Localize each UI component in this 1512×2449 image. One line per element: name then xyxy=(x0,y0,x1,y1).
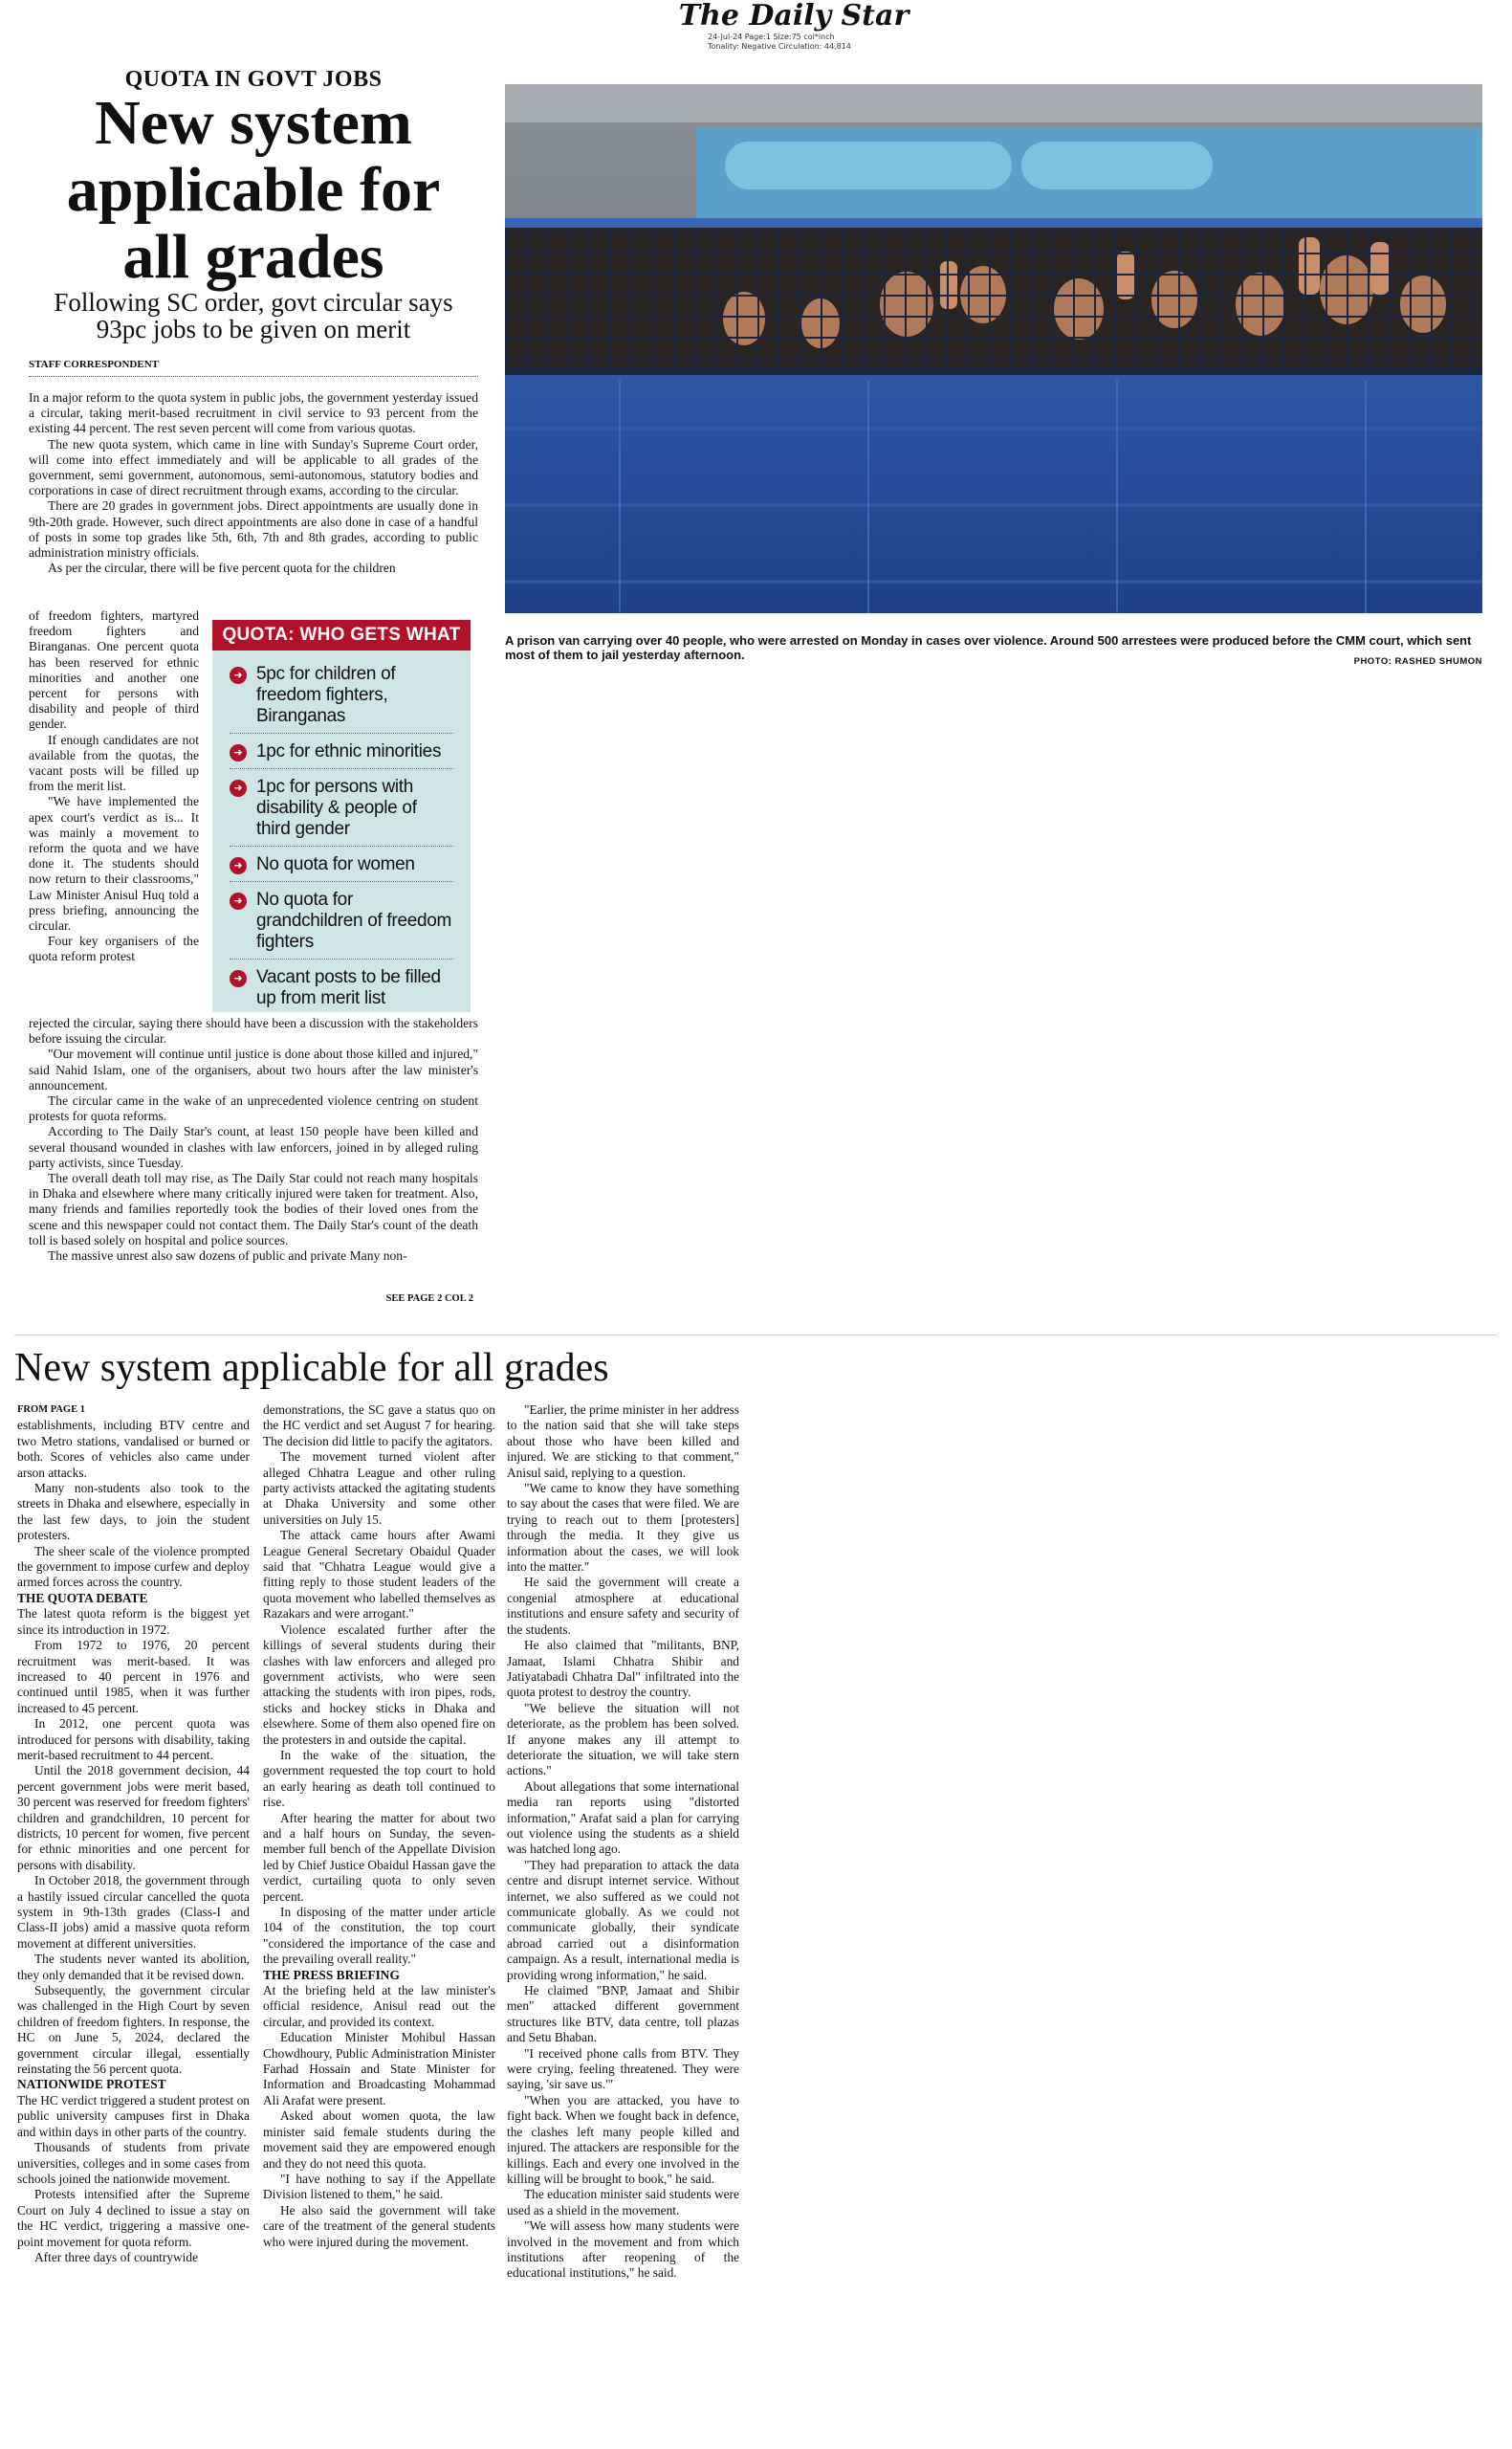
story-paragraph: If enough candidates are not available from the quotas, the vacant posts will be filled up from the merit list. xyxy=(29,732,199,794)
story-paragraph: rejected the circular, saying there should have been a discussion with the stakeholders before issuing the circular. xyxy=(29,1016,478,1047)
clip-meta-line-1: 24-Jul-24 Page:1 Size:75 col*inch xyxy=(708,33,835,41)
story-paragraph: As per the circular, there will be five percent quota for the children xyxy=(48,561,396,576)
article-paragraph: After hearing the matter for about two and a half hours on Sunday, the seven-member full bench of the Appellate Division led by Chief Justice Obaidul Hassan gave the verdict, curtailing quota to only seven percent. xyxy=(263,1810,495,1904)
article-paragraph: In the wake of the situation, the government requested the top court to hold an early hearing as death toll continued to rise. xyxy=(263,1747,495,1810)
arrow-bullet-icon: ➜ xyxy=(230,893,247,910)
story-deck: Following SC order, govt circular says 93pc jobs to be given on merit xyxy=(54,288,453,343)
article-paragraph: Asked about women quota, the law minister said female students during the movement said they are empowered enough and they do not need this quota. xyxy=(263,2108,495,2171)
article-paragraph: Many non-students also took to the streets in Dhaka and elsewhere, especially in the last few days, to join the student protesters. xyxy=(17,1481,250,1543)
article-paragraph: "We believe the situation will not deteriorate, as the problem has been solved. If anyone makes any ill attempt to deteriorate the situation, we will take stern actions." xyxy=(507,1700,739,1778)
story-paragraph: of freedom fighters, martyred freedom fighters and Biranganas. One percent quota has been reserved for ethnic minorities and another one percent for persons with disability and people of third gender. xyxy=(29,608,199,732)
article-paragraph: Until the 2018 government decision, 44 percent government jobs were merit based, 30 percent was reserved for freedom fighters' children and grandchildren, 10 percent for districts, 10 percent for women, five percent for ethnic minorities and one percent for persons with disability. xyxy=(17,1763,250,1872)
story-kicker: QUOTA IN GOVT JOBS xyxy=(124,67,383,92)
arrow-bullet-icon: ➜ xyxy=(230,970,247,987)
article-paragraph: He also said the government will take care of the treatment of the general students who were injured during the movement. xyxy=(263,2202,495,2249)
article-paragraph: Education Minister Mohibul Hassan Chowdhoury, Public Administration Minister Farhad Hossain and State Minister for Information and Broadcasting Mohammad Ali Arafat were present. xyxy=(263,2030,495,2107)
article-paragraph: He said the government will create a congenial atmosphere at educational institutions and ensure safety and security of the students. xyxy=(507,1575,739,1637)
arrow-bullet-icon: ➜ xyxy=(230,857,247,874)
jump-headline: New system applicable for all grades xyxy=(14,1346,609,1390)
article-paragraph: At the briefing held at the law minister's official residence, Anisul read out the circular, and provided its context. xyxy=(263,1983,495,2029)
article-paragraph: Thousands of students from private universities, colleges and in some cases from schools joined the nationwide movement. xyxy=(17,2140,250,2186)
infobox-item-text: 1pc for persons with disability & people of third gender xyxy=(256,777,417,839)
story-paragraph: The new quota system, which came in line with Sunday's Supreme Court order, will come into effect immediately and will be applicable to all grades of the government, semi government, autonomous, semi-autonomous, statutory bodies and corporations in case of direct recruitment through exams, according to the circular. xyxy=(29,436,478,498)
article-paragraph: From 1972 to 1976, 20 percent recruitment was merit-based. It was increased to 40 percent in 1976 and continued until 1985, when it was further increased to 45 percent. xyxy=(17,1638,250,1715)
article-paragraph: In October 2018, the government through a hastily issued circular cancelled the quota system in 9th-13th grades (Class-I and Class-II jobs) amid a massive quota reform movement at different universities. xyxy=(17,1873,250,1951)
jump-column-1 xyxy=(17,1402,250,2265)
story-paragraph: There are 20 grades in government jobs. Direct appointments are usually done in 9th-20th grade. However, such direct appointments are also done in case of a handful of posts in some top grades like 5th, 6th, 7th and 8th grades, according to public administration ministry officials. xyxy=(29,498,478,561)
infobox-item xyxy=(230,769,453,847)
article-paragraph: "They had preparation to attack the data centre and disrupt internet service. Without internet, we also suffered as we could not communicate globally. As we could not communicate globally, their syndicate abroad carried out a disinformation campaign. As a result, international media is providing wrong information," he said. xyxy=(507,1857,739,1982)
article-paragraph: About allegations that some international media ran reports using "distorted information," Arafat said a plan for carrying out violence using the students as a shield was hatched long ago. xyxy=(507,1778,739,1857)
article-paragraph: "We will assess how many students were involved in the movement and from which institutions after reopening of the educational institutions," he said. xyxy=(507,2218,739,2281)
article-paragraph: "We came to know they have something to say about the cases that were filed. We are trying to reach out to them [protesters] through the media. It they give us information about the cases, we will look into the matter." xyxy=(507,1481,739,1575)
story-paragraph: "We have implemented the apex court's verdict as is... It was mainly a movement to reform the quota and we have done it. The students should now return to their classrooms," Law Minister Anisul Huq told a press briefing, announcing the circular. xyxy=(29,794,199,934)
article-paragraph: Violence escalated further after the killings of several students during their clashes with law enforcers and alleged pro government activists, who were seen attacking the students with iron pipes, rods, sticks and hockey sticks in Dhaka and elsewhere. Some of them also opened fire on the protesters in and outside the capital. xyxy=(263,1622,495,1747)
story-paragraph: The overall death toll may rise, as The Daily Star could not reach many hospitals in Dhaka and elsewhere where many critically injured were taken for treatment. Also, many friends and families reportedly took the bodies of their loved ones from the scene and this newspaper could not contact them. The Daily Star's count of the death toll is based solely on hospital and police sources. xyxy=(29,1171,478,1247)
story-headline: New system applicable for all grades xyxy=(66,88,441,292)
story-byline: STAFF CORRESPONDENT xyxy=(29,359,478,377)
story-paragraph: The massive unrest also saw dozens of public and private Many non- xyxy=(48,1248,407,1264)
article-paragraph: He also claimed that "militants, BNP, Jamaat, Islami Chhatra Shibir and Jatiyatabadi Chhatra Dal" infiltrated into the quota protest to destroy the country. xyxy=(507,1638,739,1700)
infobox-title: QUOTA: WHO GETS WHAT xyxy=(212,620,471,651)
story-body-bottom xyxy=(29,1016,478,1264)
masthead xyxy=(669,0,918,52)
continued-on-page: SEE PAGE 2 COL 2 xyxy=(385,1293,473,1304)
article-paragraph: "Earlier, the prime minister in her address to the nation said that she will take steps about those who have been killed and injured. We are sticking to that comment," Anisul said, replying to a question. xyxy=(507,1402,739,1480)
jump-column-3 xyxy=(507,1402,739,2282)
clip-meta-line-2: Tonality: Negative Circulation: 44,814 xyxy=(708,42,851,51)
story-paragraph: Four key organisers of the quota reform protest xyxy=(29,934,199,964)
article-paragraph: Protests intensified after the Supreme Court on July 4 declined to issue a stay on the HC verdict, triggering a massive one-point movement for quota reform. xyxy=(17,2187,250,2249)
story-paragraph: According to The Daily Star's count, at least 150 people have been killed and several thousand wounded in clashes with law enforcers, joined in by alleged ruling party activists, since Tuesday. xyxy=(29,1124,478,1170)
infobox-item-text: 1pc for ethnic minorities xyxy=(256,741,442,761)
story-body-top xyxy=(29,390,478,576)
article-paragraph: In 2012, one percent quota was introduced for persons with disability, taking merit-based recruitment to 44 percent. xyxy=(17,1716,250,1762)
subhead: THE QUOTA DEBATE xyxy=(17,1590,148,1605)
story-paragraph: The circular came in the wake of an unprecedented violence centring on student protests for quota reforms. xyxy=(29,1093,478,1124)
prison-van-photo xyxy=(505,84,1482,613)
infobox-item xyxy=(230,656,453,734)
article-paragraph: He claimed "BNP, Jamaat and Shibir men" attacked different government structures like BTV, data centre, toll plazas and Setu Bhaban. xyxy=(507,1983,739,2045)
infobox-list xyxy=(212,651,471,1015)
article-paragraph: In disposing of the matter under article 104 of the constitution, the top court "considered the importance of the case and the prevailing overall reality." xyxy=(263,1905,495,1967)
article-paragraph: "I received phone calls from BTV. They were crying, feeling threatened. They were saying, 'sir save us.'" xyxy=(507,2045,739,2092)
infobox-item-text: Vacant posts to be filled up from merit list xyxy=(256,967,441,1008)
arrow-bullet-icon: ➜ xyxy=(230,667,247,684)
article-paragraph: Subsequently, the government circular was challenged in the High Court by seven children of freedom fighters. In response, the HC on June 5, 2024, declared the government circular illegal, essentially reinstating the 56 percent quota. xyxy=(17,1983,250,2077)
from-page-label: FROM PAGE 1 xyxy=(17,1404,85,1415)
subhead: NATIONWIDE PROTEST xyxy=(17,2077,166,2092)
infobox-item-text: No quota for grandchildren of freedom fighters xyxy=(256,890,452,952)
infobox-item xyxy=(230,882,453,960)
story-paragraph: In a major reform to the quota system in public jobs, the government yesterday issued a circular, taking merit-based recruitment in civil service to 93 percent from the existing 44 percent. The rest seven percent will come from various quotas. xyxy=(29,390,478,436)
infobox-item-text: No quota for women xyxy=(256,854,415,874)
subhead: THE PRESS BRIEFING xyxy=(263,1967,400,1982)
infobox-item xyxy=(230,960,453,1015)
article-paragraph: demonstrations, the SC gave a status quo on the HC verdict and set August 7 for hearing. The decision did little to pacify the agitators. xyxy=(263,1402,495,1448)
article-paragraph: The students never wanted its abolition, they only demanded that it be revised down. xyxy=(17,1952,250,1982)
arrow-bullet-icon: ➜ xyxy=(230,780,247,797)
arrow-bullet-icon: ➜ xyxy=(230,744,247,761)
infobox-item xyxy=(230,847,453,882)
quota-infobox xyxy=(212,620,471,1012)
jump-column-2 xyxy=(263,1402,495,2250)
story-body-narrow xyxy=(29,608,199,965)
infobox-item xyxy=(230,734,453,769)
infobox-item-text: 5pc for children of freedom fighters, Biranganas xyxy=(256,664,396,726)
article-paragraph: The attack came hours after Awami League General Secretary Obaidul Quader said that "Chhatra League would give a fitting reply to those student leaders of the quota movement who labelled themselves as Razakars and were arrogant." xyxy=(263,1528,495,1622)
story-paragraph: "Our movement will continue until justice is done about those killed and injured," said Nahid Islam, one of the organisers, about two hours after the law minister's announcement. xyxy=(29,1047,478,1092)
article-paragraph: establishments, including BTV centre and two Metro stations, vandalised or burned or both. Scores of vehicles also came under arson attacks. xyxy=(17,1418,250,1480)
photo-caption: A prison van carrying over 40 people, who were arrested on Monday in cases over violence. Around 500 arrestees were produced before the CMM court, which sent most of them to jail yesterday afternoon. xyxy=(505,633,1472,662)
newspaper-logo: The Daily Star xyxy=(678,0,909,33)
article-paragraph: "When you are attacked, you have to fight back. When we fought back in defence, the clashes left many people killed and injured. The attackers are responsible for the killings. Each and every one involved in the killing will be brought to book," he said. xyxy=(507,2092,739,2186)
article-paragraph: The sheer scale of the violence prompted the government to impose curfew and deploy armed forces across the country. xyxy=(17,1543,250,1590)
article-paragraph: The education minister said students were used as a shield in the movement. xyxy=(507,2187,739,2217)
article-paragraph: "I have nothing to say if the Appellate Division listened to them," he said. xyxy=(263,2171,495,2202)
article-paragraph: The movement turned violent after alleged Chhatra League and other ruling party activists attacked the agitating students at Dhaka University and some other universities on July 15. xyxy=(263,1449,495,1527)
article-paragraph: The HC verdict triggered a student protest on public university campuses first in Dhaka and within days in other parts of the country. xyxy=(17,2092,250,2139)
article-paragraph: After three days of countrywide xyxy=(34,2249,199,2264)
article-paragraph: The latest quota reform is the biggest yet since its introduction in 1972. xyxy=(17,1606,250,1637)
photo-credit: PHOTO: RASHED SHUMON xyxy=(1353,656,1482,667)
